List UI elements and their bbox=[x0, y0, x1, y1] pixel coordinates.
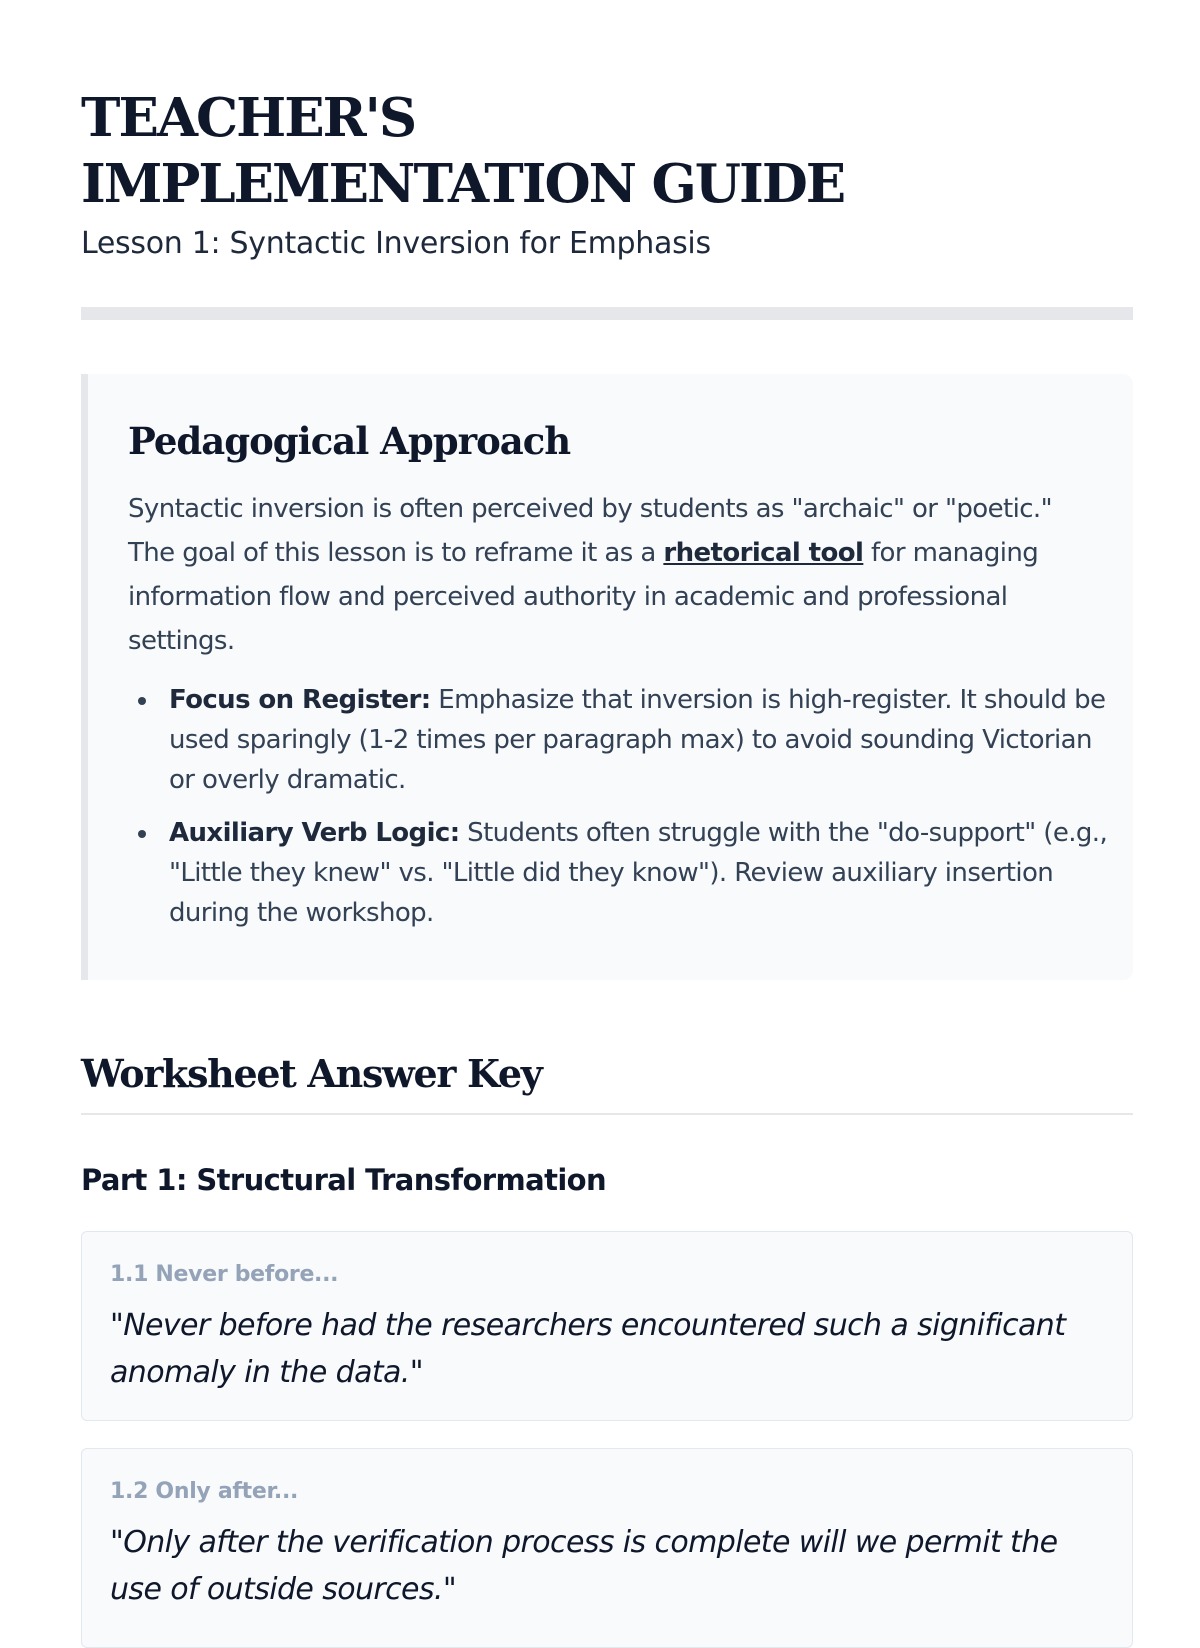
answer-key-heading: Worksheet Answer Key bbox=[81, 1051, 542, 1096]
bullet-text: Emphasize that inversion is high-register. It should be used sparingly (1-2 times per paragraph max) to avoid sounding Victorian or overly dramatic. bbox=[169, 685, 1106, 795]
answer-label: 1.1 Never before... bbox=[110, 1262, 339, 1287]
pedagogical-approach-card bbox=[81, 374, 1133, 980]
part-1-heading: Part 1: Structural Transformation bbox=[81, 1163, 607, 1197]
bullet-item-register bbox=[169, 680, 1119, 800]
intro-text-end: for managing information flow and perceived authority in academic and professional settings. bbox=[128, 538, 1039, 656]
approach-intro bbox=[128, 487, 1098, 663]
intro-emphasis: rhetorical tool bbox=[663, 538, 864, 568]
page-title bbox=[81, 85, 1133, 217]
bullet-term: Auxiliary Verb Logic: bbox=[169, 818, 460, 848]
answer-key-divider bbox=[81, 1113, 1133, 1115]
answer-card bbox=[81, 1448, 1133, 1648]
answer-text: "Only after the verification process is complete will we permit the use of outside sources." bbox=[110, 1525, 1058, 1607]
bullet-item-auxiliary bbox=[169, 813, 1119, 933]
lesson-subtitle: Lesson 1: Syntactic Inversion for Emphasis bbox=[81, 226, 711, 261]
approach-bullet-list bbox=[128, 680, 1119, 946]
answer-label: 1.2 Only after... bbox=[110, 1479, 299, 1504]
intro-text-start: Syntactic inversion is often perceived by students as "archaic" or "poetic." The goal of this lesson is to reframe it as a bbox=[128, 494, 1052, 568]
bullet-text: Students often struggle with the "do-support" (e.g., "Little they knew" vs. "Little did they know"). Review auxiliary insertion during the workshop. bbox=[169, 818, 1108, 928]
answer-card bbox=[81, 1231, 1133, 1421]
title-line-1: TEACHER'S bbox=[81, 87, 416, 149]
answer-text: "Never before had the researchers encountered such a significant anomaly in the data." bbox=[110, 1308, 1066, 1390]
approach-heading: Pedagogical Approach bbox=[128, 419, 571, 463]
header-divider bbox=[81, 307, 1133, 320]
bullet-term: Focus on Register: bbox=[169, 685, 431, 715]
title-line-2: IMPLEMENTATION GUIDE bbox=[81, 153, 845, 215]
